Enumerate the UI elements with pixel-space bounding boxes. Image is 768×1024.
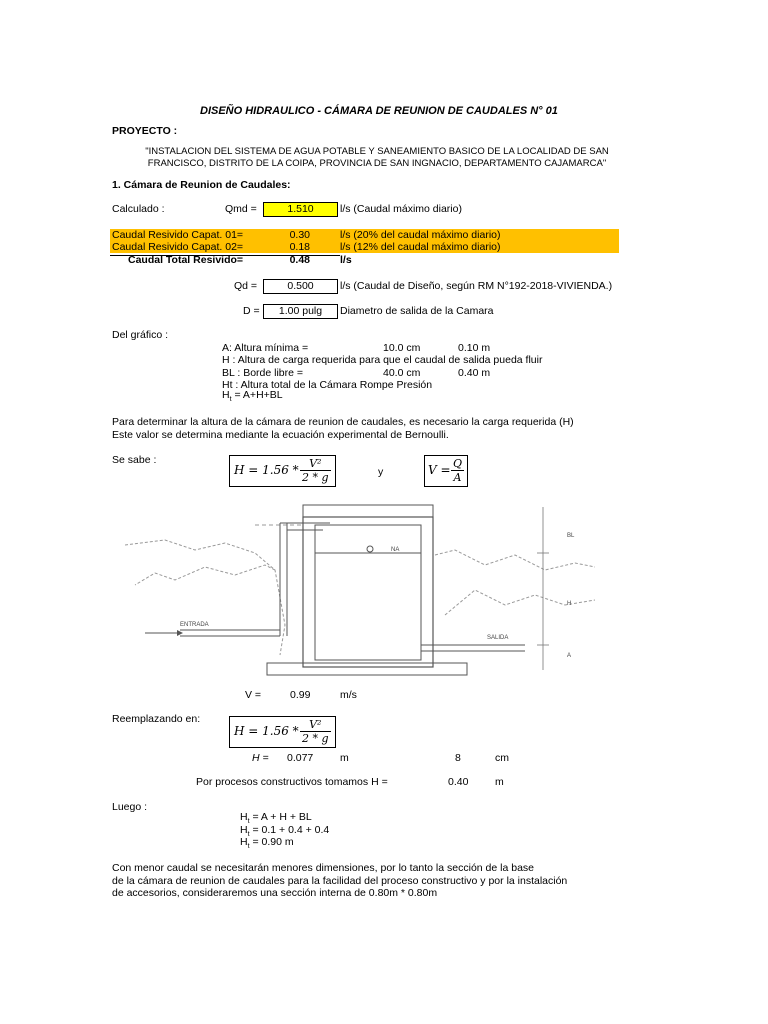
procesos-value: 0.40 bbox=[448, 776, 469, 788]
ht-line-1-text: = A + H + BL bbox=[249, 811, 312, 823]
d-label: D = bbox=[243, 305, 260, 317]
h-result-cm-unit: cm bbox=[495, 752, 509, 764]
v-result-value: 0.99 bbox=[290, 689, 311, 701]
ht-line-3 bbox=[240, 836, 294, 850]
ht-symbol: H bbox=[222, 389, 230, 401]
h-result-unit: m bbox=[340, 752, 349, 764]
na-label: NA bbox=[391, 547, 400, 553]
procesos-label: Por procesos constructivos tomamos H = bbox=[196, 776, 388, 788]
ht-description: Ht : Altura total de la Cámara Rompe Presión bbox=[222, 379, 433, 391]
chamber-outer-wall bbox=[303, 517, 433, 667]
bl-m: 0.40 m bbox=[458, 367, 491, 379]
ht-subscript: t bbox=[229, 396, 232, 404]
h-result-label: H = bbox=[252, 752, 269, 764]
ht-equation bbox=[222, 389, 283, 403]
bernoulli-formula-box-2 bbox=[229, 716, 336, 748]
bernoulli-fraction-2 bbox=[300, 718, 331, 745]
ht-line-2-sub: t bbox=[247, 831, 250, 839]
velocity-fraction bbox=[451, 457, 464, 484]
chamber-inner-wall bbox=[315, 525, 421, 660]
paragraph-line-1: Para determinar la altura de la cámara de reunion de caudales, es necesario la carga requerida (H) bbox=[112, 416, 574, 428]
chamber-lid bbox=[303, 505, 433, 517]
terrain-left bbox=[125, 540, 285, 655]
paragraph-line-2: Este valor se determina mediante la ecuación experimental de Bernoulli. bbox=[112, 429, 449, 441]
ht-line-1-symbol: H bbox=[240, 811, 248, 823]
bernoulli-formula-box bbox=[229, 455, 336, 487]
bernoulli-numerator-2: V² bbox=[300, 718, 331, 732]
reemplazando-label: Reemplazando en: bbox=[112, 713, 201, 725]
bl-cm: 40.0 cm bbox=[383, 367, 421, 379]
caudal-1-description: l/s (20% del caudal máximo diario) bbox=[340, 229, 501, 241]
a-cm: 10.0 cm bbox=[383, 342, 421, 354]
bl-dimension-label: BL bbox=[567, 533, 575, 539]
d-description: Diametro de salida de la Camara bbox=[340, 305, 494, 317]
v-result-label: V = bbox=[245, 689, 262, 701]
qd-value: 0.500 bbox=[263, 279, 338, 294]
bernoulli-denominator-2: 2 * g bbox=[302, 732, 329, 745]
h-dimension-label: H bbox=[567, 601, 572, 607]
total-unit: l/s bbox=[340, 254, 352, 266]
luego-label: Luego : bbox=[112, 801, 148, 813]
del-grafico-label: Del gráfico : bbox=[112, 329, 169, 341]
conclusion-line-3: de accesorios, consideraremos una sección interna de 0.80m * 0.80m bbox=[112, 887, 438, 899]
ht-line-1 bbox=[240, 811, 312, 825]
proyecto-label: PROYECTO : bbox=[112, 125, 178, 137]
y-connector: y bbox=[378, 466, 384, 478]
ht-line-2-text: = 0.1 + 0.4 + 0.4 bbox=[249, 824, 330, 836]
ht-line-3-symbol: H bbox=[240, 836, 248, 848]
qd-label: Qd = bbox=[234, 280, 258, 292]
salida-label: SALIDA bbox=[487, 635, 509, 641]
float-symbol bbox=[367, 546, 373, 552]
h-description: H : Altura de carga requerida para que el caudal de salida pueda fluir bbox=[222, 354, 543, 366]
ht-line-3-sub: t bbox=[247, 843, 250, 851]
bernoulli-lhs: H = 1.56 * bbox=[234, 463, 299, 477]
a-m: 0.10 m bbox=[458, 342, 491, 354]
entrada-label: ENTRADA bbox=[180, 622, 209, 628]
inlet-arrow-head bbox=[177, 630, 183, 636]
chamber-base bbox=[267, 663, 467, 675]
velocity-formula-box bbox=[424, 455, 468, 487]
velocity-lhs: V = bbox=[428, 463, 451, 477]
ht-line-3-text: = 0.90 m bbox=[249, 836, 294, 848]
qmd-description: l/s (Caudal máximo diario) bbox=[340, 203, 462, 215]
conclusion-line-2: de la cámara de reunion de caudales para la facilidad del proceso constructivo y por la instalación bbox=[112, 875, 568, 887]
velocity-denominator: A bbox=[453, 471, 462, 484]
section-heading: 1. Cámara de Reunion de Caudales: bbox=[112, 179, 291, 191]
total-label: Caudal Total Resivido= bbox=[128, 254, 244, 266]
se-sabe-label: Se sabe : bbox=[112, 454, 157, 466]
ht-line-1-sub: t bbox=[247, 818, 250, 826]
bernoulli-lhs-2: H = 1.56 * bbox=[234, 724, 299, 738]
ht-line-2-symbol: H bbox=[240, 824, 248, 836]
velocity-numerator: Q bbox=[453, 457, 463, 470]
h-result-cm-value: 8 bbox=[455, 752, 461, 764]
calculado-label: Calculado : bbox=[112, 203, 165, 215]
conclusion-line-1: Con menor caudal se necesitarán menores dimensiones, por lo tanto la sección de la base bbox=[112, 862, 534, 874]
bernoulli-denominator: 2 * g bbox=[302, 471, 329, 484]
qmd-value: 1.510 bbox=[263, 202, 338, 217]
proyecto-line-1: "INSTALACION DEL SISTEMA DE AGUA POTABLE Y SANEAMIENTO BASICO DE LA LOCALIDAD DE SAN bbox=[145, 146, 609, 157]
qmd-label: Qmd = bbox=[225, 203, 257, 215]
h-result-value: 0.077 bbox=[287, 752, 314, 764]
bernoulli-fraction bbox=[300, 457, 331, 484]
procesos-unit: m bbox=[495, 776, 504, 788]
caudal-2-label: Caudal Resivido Capat. 02= bbox=[112, 241, 244, 253]
total-value: 0.48 bbox=[289, 254, 310, 266]
qd-description: l/s (Caudal de Diseño, según RM N°192-2018-VIVIENDA.) bbox=[340, 280, 613, 292]
a-label: A: Altura mínima = bbox=[222, 342, 309, 354]
caudal-2-value: 0.18 bbox=[289, 241, 310, 253]
caudal-2-description: l/s (12% del caudal máximo diario) bbox=[340, 241, 501, 253]
d-value: 1.00 pulg bbox=[263, 304, 338, 319]
page-title: DISEÑO HIDRAULICO - CÁMARA DE REUNION DE CAUDALES N° 01 bbox=[200, 105, 558, 117]
bl-label: BL : Borde libre = bbox=[222, 367, 304, 379]
ht-formula: = A+H+BL bbox=[231, 389, 283, 401]
v-result-unit: m/s bbox=[340, 689, 357, 701]
bernoulli-numerator: V² bbox=[300, 457, 331, 471]
a-dimension-label: A bbox=[567, 653, 572, 659]
caudal-1-label: Caudal Resivido Capat. 01= bbox=[112, 229, 244, 241]
proyecto-line-2: FRANCISCO, DISTRITO DE LA COIPA, PROVINCIA DE SAN INGNACIO, DEPARTAMENTO CAJAMARCA" bbox=[147, 158, 607, 169]
caudal-1-value: 0.30 bbox=[289, 229, 310, 241]
chamber-diagram bbox=[125, 495, 595, 685]
